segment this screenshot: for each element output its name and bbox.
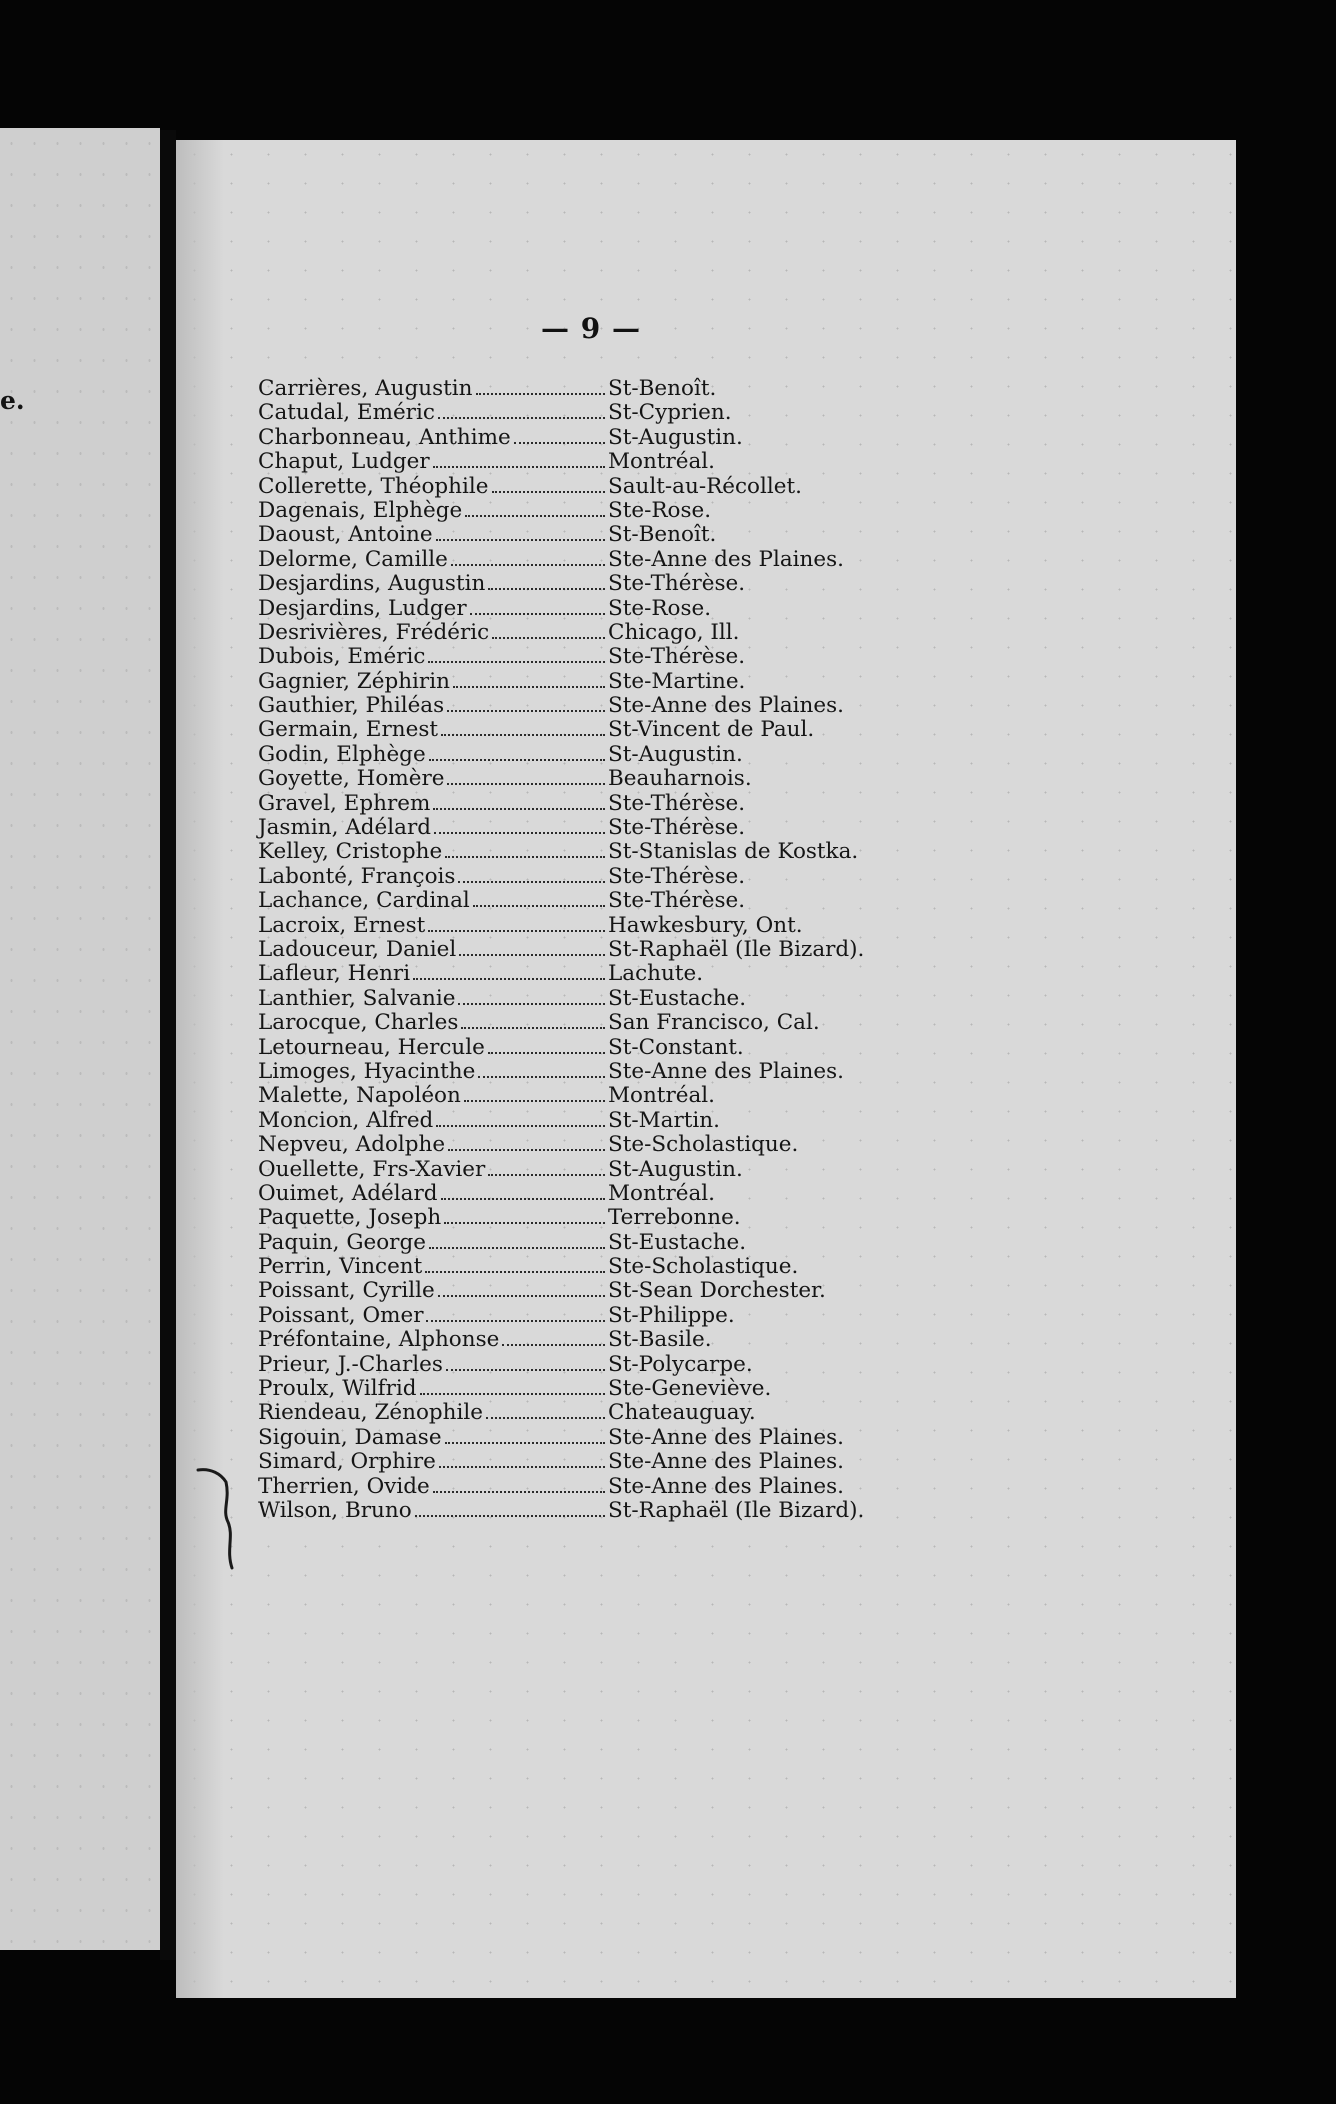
list-item <box>258 937 878 961</box>
entry-place: Chateauguay. <box>608 1400 756 1426</box>
list-item <box>258 1132 878 1156</box>
entry-name: Ladouceur, Daniel <box>258 936 457 962</box>
list-item <box>258 961 878 985</box>
entry-place: Ste-Rose. <box>608 497 712 523</box>
dot-leader <box>451 564 605 566</box>
list-item <box>258 913 878 937</box>
entry-name: Dagenais, Elphège <box>258 497 463 523</box>
dot-leader <box>413 978 605 980</box>
list-item <box>258 839 878 863</box>
dot-leader <box>433 1491 605 1493</box>
entry-name: Lacroix, Ernest <box>258 912 426 938</box>
document-page <box>176 140 1236 1998</box>
entry-place: Ste-Geneviève. <box>608 1376 772 1402</box>
entry-place: San Francisco, Cal. <box>608 1010 820 1036</box>
entry-place: Montréal. <box>608 449 715 475</box>
entry-name: Sigouin, Damase <box>258 1424 442 1450</box>
entry-name: Moncion, Alfred <box>258 1107 434 1133</box>
list-item <box>258 1278 878 1302</box>
entry-place: St-Augustin. <box>608 1156 743 1182</box>
entry-place: Ste-Anne des Plaines. <box>608 1424 844 1450</box>
list-item <box>258 1425 878 1449</box>
dot-leader <box>439 1466 605 1468</box>
dot-leader <box>492 637 605 639</box>
entry-place: Montréal. <box>608 1180 715 1206</box>
list-item <box>258 742 878 766</box>
entry-name: Catudal, Eméric <box>258 400 435 426</box>
name-list <box>258 376 878 1522</box>
entry-place: Ste-Scholastique. <box>608 1254 799 1280</box>
list-item <box>258 1108 878 1132</box>
entry-place: Ste-Anne des Plaines. <box>608 1449 844 1475</box>
entry-name: Dubois, Eméric <box>258 644 426 670</box>
dot-leader <box>436 539 605 541</box>
dot-leader <box>444 1222 605 1224</box>
entry-name: Paquette, Joseph <box>258 1205 442 1231</box>
list-item <box>258 522 878 546</box>
dot-leader <box>433 808 605 810</box>
list-item <box>258 1352 878 1376</box>
list-item <box>258 669 878 693</box>
entry-name: Prieur, J.-Charles <box>258 1351 443 1377</box>
entry-name: Jasmin, Adélard <box>258 815 431 841</box>
entry-name: Wilson, Bruno <box>258 1497 412 1523</box>
list-item <box>258 644 878 668</box>
entry-name: Poissant, Cyrille <box>258 1278 435 1304</box>
entry-place: St-Raphaël (Ile Bizard). <box>608 1497 865 1523</box>
entry-name: Germain, Ernest <box>258 717 438 743</box>
list-item <box>258 1181 878 1205</box>
entry-name: Riendeau, Zénophile <box>258 1400 483 1426</box>
entry-name: Godin, Elphège <box>258 741 426 767</box>
entry-name: Proulx, Wilfrid <box>258 1376 417 1402</box>
dot-leader <box>459 954 605 956</box>
dot-leader <box>488 1052 605 1054</box>
entry-place: St-Benoît. <box>608 522 717 548</box>
handwritten-bracket-mark <box>196 1460 256 1580</box>
dot-leader <box>470 613 605 615</box>
dot-leader <box>453 686 605 688</box>
dot-leader <box>478 1076 605 1078</box>
dot-leader <box>514 442 605 444</box>
entry-place: Ste-Thérèse. <box>608 863 746 889</box>
dot-leader <box>426 1320 605 1322</box>
list-item <box>258 717 878 741</box>
list-item <box>258 425 878 449</box>
entry-place: Ste-Thérèse. <box>608 644 746 670</box>
dot-leader <box>461 1027 605 1029</box>
list-item <box>258 1230 878 1254</box>
list-item <box>258 474 878 498</box>
entry-place: St-Sean Dorchester. <box>608 1278 826 1304</box>
dot-leader <box>458 881 605 883</box>
entry-name: Limoges, Hyacinthe <box>258 1058 476 1084</box>
dot-leader <box>441 734 605 736</box>
entry-name: Paquin, George <box>258 1229 426 1255</box>
entry-place: Chicago, Ill. <box>608 619 740 645</box>
list-item <box>258 766 878 790</box>
entry-name: Desjardins, Ludger <box>258 595 467 621</box>
entry-name: Charbonneau, Anthime <box>258 424 511 450</box>
list-item <box>258 693 878 717</box>
list-item <box>258 986 878 1010</box>
entry-place: St-Augustin. <box>608 424 743 450</box>
entry-place: Ste-Anne des Plaines. <box>608 1473 844 1499</box>
dot-leader <box>458 1003 605 1005</box>
list-item <box>258 1400 878 1424</box>
list-item <box>258 1449 878 1473</box>
dot-leader <box>447 783 605 785</box>
dot-leader <box>464 1100 605 1102</box>
entry-name: Daoust, Antoine <box>258 522 433 548</box>
dot-leader <box>433 466 605 468</box>
entry-place: St-Constant. <box>608 1034 744 1060</box>
dot-leader <box>445 1442 605 1444</box>
entry-place: Ste-Martine. <box>608 668 746 694</box>
dot-leader <box>429 759 605 761</box>
entry-name: Lafleur, Henri <box>258 961 411 987</box>
entry-place: Ste-Thérèse. <box>608 888 746 914</box>
entry-name: Carrières, Augustin <box>258 376 473 401</box>
dot-leader <box>445 856 605 858</box>
list-item <box>258 1327 878 1351</box>
entry-place: Ste-Thérèse. <box>608 571 746 597</box>
dot-leader <box>415 1515 605 1517</box>
dot-leader <box>488 588 605 590</box>
list-item <box>258 596 878 620</box>
dot-leader <box>436 1125 605 1127</box>
entry-place: St-Martin. <box>608 1107 720 1133</box>
entry-name: Kelley, Cristophe <box>258 839 443 865</box>
entry-place: Ste-Anne des Plaines. <box>608 546 844 572</box>
list-item <box>258 1205 878 1229</box>
entry-name: Ouellette, Frs-Xavier <box>258 1156 486 1182</box>
entry-name: Lachance, Cardinal <box>258 888 470 914</box>
entry-place: St-Stanislas de Kostka. <box>608 839 859 865</box>
dot-leader <box>486 1417 605 1419</box>
list-item <box>258 1254 878 1278</box>
dot-leader <box>502 1344 605 1346</box>
entry-place: Ste-Anne des Plaines. <box>608 1058 844 1084</box>
dot-leader <box>448 1149 605 1151</box>
dot-leader <box>441 1198 605 1200</box>
dot-leader <box>438 1295 605 1297</box>
entry-name: Nepveu, Adolphe <box>258 1132 446 1158</box>
dot-leader <box>428 661 605 663</box>
entry-place: Beauharnois. <box>608 766 752 792</box>
dot-leader <box>492 491 606 493</box>
entry-place: Sault-au-Récollet. <box>608 473 802 499</box>
dot-leader <box>473 905 605 907</box>
entry-place: Lachute. <box>608 961 704 987</box>
entry-place: St-Philippe. <box>608 1302 735 1328</box>
entry-name: Lanthier, Salvanie <box>258 985 456 1011</box>
entry-name: Desrivières, Frédéric <box>258 619 490 645</box>
entry-place: Terrebonne. <box>608 1205 741 1231</box>
dot-leader <box>425 1271 605 1273</box>
entry-place: Ste-Scholastique. <box>608 1132 799 1158</box>
entry-name: Letourneau, Hercule <box>258 1034 485 1060</box>
entry-place: Ste-Thérèse. <box>608 790 746 816</box>
page-number: — 9 — <box>541 312 641 345</box>
list-item <box>258 376 878 400</box>
list-item <box>258 1010 878 1034</box>
entry-place: St-Raphaël (Ile Bizard). <box>608 936 865 962</box>
dot-leader <box>476 393 605 395</box>
dot-leader <box>429 1247 605 1249</box>
list-item <box>258 1498 878 1522</box>
list-item <box>258 1083 878 1107</box>
entry-name: Simard, Orphire <box>258 1449 436 1475</box>
dot-leader <box>434 832 605 834</box>
entry-name: Poissant, Omer <box>258 1302 424 1328</box>
page-gutter <box>160 130 176 1960</box>
entry-place: Hawkesbury, Ont. <box>608 912 803 938</box>
list-item <box>258 1376 878 1400</box>
entry-name: Delorme, Camille <box>258 546 448 572</box>
entry-name: Gravel, Ephrem <box>258 790 431 816</box>
dot-leader <box>420 1393 605 1395</box>
entry-name: Malette, Napoléon <box>258 1083 461 1109</box>
entry-place: Montréal. <box>608 1083 715 1109</box>
entry-name: Gagnier, Zéphirin <box>258 668 450 694</box>
entry-name: Gauthier, Philéas <box>258 693 445 719</box>
entry-place: St-Vincent de Paul. <box>608 717 815 743</box>
entry-place: St-Eustache. <box>608 985 747 1011</box>
list-item <box>258 791 878 815</box>
entry-name: Therrien, Ovide <box>258 1473 430 1499</box>
entry-name: Ouimet, Adélard <box>258 1180 438 1206</box>
entry-name: Desjardins, Augustin <box>258 571 486 597</box>
list-item <box>258 620 878 644</box>
left-page <box>0 128 160 1950</box>
list-item <box>258 1157 878 1181</box>
list-item <box>258 1303 878 1327</box>
entry-place: Ste-Thérèse. <box>608 815 746 841</box>
entry-place: Ste-Anne des Plaines. <box>608 693 844 719</box>
dot-leader <box>428 930 605 932</box>
list-item <box>258 1035 878 1059</box>
entry-name: Larocque, Charles <box>258 1010 459 1036</box>
entry-place: St-Augustin. <box>608 741 743 767</box>
entry-name: Chaput, Ludger <box>258 449 430 475</box>
entry-name: Collerette, Théophile <box>258 473 489 499</box>
entry-place: St-Cyprien. <box>608 400 732 426</box>
list-item <box>258 864 878 888</box>
entry-name: Préfontaine, Alphonse <box>258 1327 500 1353</box>
list-item <box>258 1474 878 1498</box>
list-item <box>258 888 878 912</box>
dot-leader <box>438 417 605 419</box>
entry-place: St-Benoît. <box>608 376 717 401</box>
dot-leader <box>446 1369 605 1371</box>
list-item <box>258 815 878 839</box>
entry-place: Ste-Rose. <box>608 595 712 621</box>
left-page-fragment: e. <box>0 386 25 415</box>
list-item <box>258 449 878 473</box>
entry-name: Labonté, François <box>258 863 456 889</box>
entry-name: Goyette, Homère <box>258 766 445 792</box>
list-item <box>258 498 878 522</box>
entry-place: St-Eustache. <box>608 1229 747 1255</box>
list-item <box>258 571 878 595</box>
list-item <box>258 400 878 424</box>
list-item <box>258 547 878 571</box>
dot-leader <box>465 515 605 517</box>
entry-place: St-Basile. <box>608 1327 712 1353</box>
list-item <box>258 1059 878 1083</box>
dot-leader <box>447 710 605 712</box>
entry-place: St-Polycarpe. <box>608 1351 753 1377</box>
entry-name: Perrin, Vincent <box>258 1254 423 1280</box>
dot-leader <box>488 1174 605 1176</box>
